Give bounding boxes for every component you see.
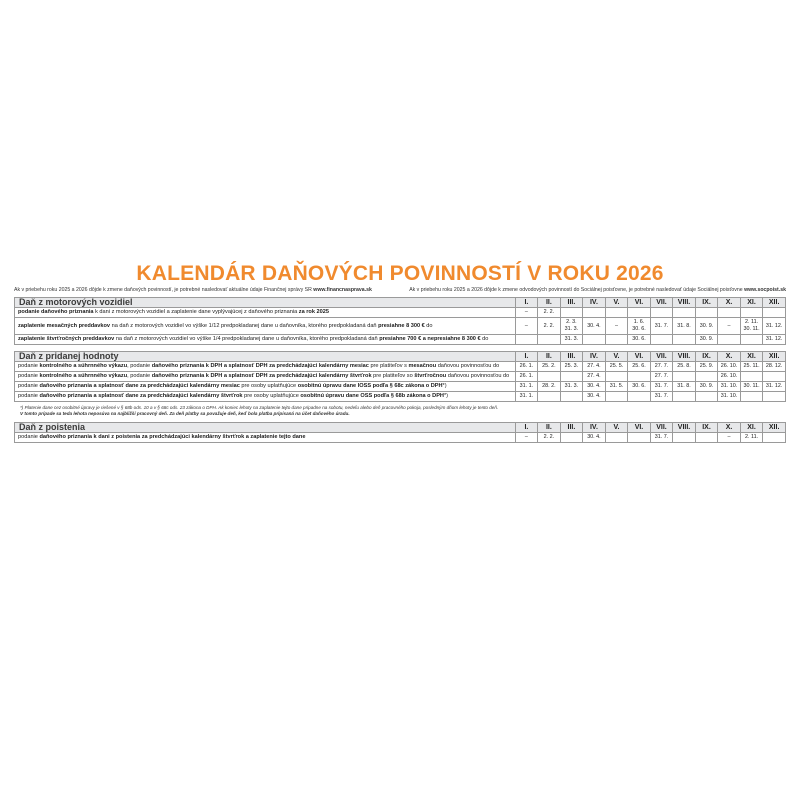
deadline-cell: 27. 4. <box>583 362 606 372</box>
obligation-row <box>15 372 786 382</box>
obligation-row <box>15 392 786 402</box>
description-part: na daň z motorových vozidiel vo výške 1/4 predpokladanej dane u daňovníka, ktorého predpokladaná daň <box>114 336 380 342</box>
description-part: podanie <box>18 383 40 389</box>
month-header: X. <box>718 352 741 362</box>
month-header: XI. <box>740 298 763 308</box>
deadline-cell: – <box>515 433 538 443</box>
deadline-cell <box>538 335 561 345</box>
header-notes <box>14 286 786 294</box>
deadline-cell <box>628 372 651 382</box>
description-part: podanie daňového priznania <box>18 309 94 315</box>
section-table <box>14 422 786 443</box>
month-header: I. <box>515 352 538 362</box>
description-part: osobitnú úpravu dane OSS podľa § 68b zákona o DPH <box>300 393 444 399</box>
month-header: XI. <box>740 423 763 433</box>
description-part: daňového priznania k DPH a splatnosť DPH za predchádzajúci kalendárny štvrťrok <box>151 373 372 379</box>
deadline-cell <box>583 308 606 318</box>
description-part: *) <box>443 393 449 399</box>
deadline-cell <box>718 335 741 345</box>
deadline-cell: 31. 8. <box>673 382 696 392</box>
deadline-cell <box>673 335 696 345</box>
deadline-cell: 31. 1. <box>515 382 538 392</box>
deadline-cell: 30. 4. <box>583 392 606 402</box>
month-header: IV. <box>583 352 606 362</box>
deadline-cell <box>763 392 786 402</box>
month-header: VII. <box>650 352 673 362</box>
month-header: X. <box>718 423 741 433</box>
deadline-cell <box>673 392 696 402</box>
note-left-text: Ak v priebehu roku 2025 a 2026 dôjde k zmene daňových povinností, je potrebné nasledovať aktuálne údaje Finančnej správy SR <box>14 287 312 293</box>
deadline-cell: – <box>515 318 538 335</box>
deadline-cell <box>763 372 786 382</box>
deadline-cell <box>560 372 583 382</box>
deadline-cell <box>695 433 718 443</box>
deadline-cell: 28. 2. <box>538 382 561 392</box>
tax-calendar-document <box>14 262 786 449</box>
deadline-cell <box>628 308 651 318</box>
obligation-description <box>15 433 516 443</box>
month-header: I. <box>515 298 538 308</box>
deadline-cell: 31. 3. <box>560 382 583 392</box>
deadline-cell: 30. 6. <box>628 382 651 392</box>
description-part: kontrolného a súhrnného výkazu <box>39 373 128 379</box>
description-part: daňového priznania k DPH a splatnosť DPH za predchádzajúci kalendárny mesiac <box>151 363 369 369</box>
deadline-cell: 28. 12. <box>763 362 786 372</box>
deadline-cell: 31. 7. <box>650 433 673 443</box>
month-header: IV. <box>583 298 606 308</box>
obligation-description <box>15 392 516 402</box>
deadline-cell: 31. 10. <box>718 382 741 392</box>
month-header: X. <box>718 298 741 308</box>
deadline-cell <box>560 308 583 318</box>
description-part: kontrolného a súhrnného výkazu <box>39 363 128 369</box>
month-header: VIII. <box>673 352 696 362</box>
deadline-cell: 30. 9. <box>695 335 718 345</box>
deadline-cell: 2. 11. 30. 11. <box>740 318 763 335</box>
deadline-cell <box>740 392 763 402</box>
deadline-cell: 26. 10. <box>718 372 741 382</box>
sections-container <box>14 297 786 443</box>
deadline-cell <box>763 433 786 443</box>
note-right-link[interactable]: www.socpoist.sk <box>744 287 786 293</box>
description-part: mesačnou <box>408 363 437 369</box>
description-part: do <box>480 336 489 342</box>
month-header: XI. <box>740 352 763 362</box>
month-header: XII. <box>763 423 786 433</box>
description-part: podanie <box>18 363 40 369</box>
section-title: Daň z poistenia <box>15 423 516 433</box>
month-header: II. <box>538 352 561 362</box>
deadline-cell <box>583 335 606 345</box>
description-part: daňového priznania k dani z poistenia za predchádzajúci kalendárny štvrťrok a zaplatenie tejto dane <box>39 434 306 440</box>
section-header-row <box>15 298 786 308</box>
obligation-description <box>15 335 516 345</box>
deadline-cell <box>538 392 561 402</box>
deadline-cell: 27. 4. <box>583 372 606 382</box>
deadline-cell: 26. 1. <box>515 362 538 372</box>
deadline-cell: 27. 7. <box>650 362 673 372</box>
month-header: XII. <box>763 298 786 308</box>
description-part: pre osoby uplatňujúce <box>242 393 301 399</box>
description-part: daňovou povinnosťou do <box>446 373 510 379</box>
note-right <box>409 286 786 294</box>
deadline-cell: 31. 12. <box>763 318 786 335</box>
description-part: , podanie <box>127 373 152 379</box>
month-header: II. <box>538 298 561 308</box>
obligation-description <box>15 308 516 318</box>
month-header: VII. <box>650 298 673 308</box>
deadline-cell: 31. 7. <box>650 318 673 335</box>
deadline-cell: 30. 4. <box>583 318 606 335</box>
deadline-cell: 31. 12. <box>763 335 786 345</box>
deadline-cell: 2. 2. <box>538 318 561 335</box>
deadline-cell <box>673 433 696 443</box>
obligation-row <box>15 335 786 345</box>
deadline-cell: 27. 7. <box>650 372 673 382</box>
description-part: daňového priznania a splatnosť dane za predchádzajúci kalendárny štvrťrok <box>39 393 243 399</box>
deadline-cell: 25. 6. <box>628 362 651 372</box>
deadline-cell: 31. 3. <box>560 335 583 345</box>
month-header: III. <box>560 298 583 308</box>
deadline-cell <box>650 308 673 318</box>
deadline-cell: 31. 5. <box>605 382 628 392</box>
deadline-cell: 25. 2. <box>538 362 561 372</box>
deadline-cell <box>605 433 628 443</box>
deadline-cell <box>605 335 628 345</box>
description-part: do <box>424 322 433 329</box>
deadline-cell <box>515 335 538 345</box>
description-part: podanie <box>18 393 40 399</box>
footnote <box>20 405 786 417</box>
deadline-cell: 2. 11. <box>740 433 763 443</box>
section-title: Daň z motorových vozidiel <box>15 298 516 308</box>
description-part: pre platiteľov so <box>371 373 415 379</box>
note-left <box>14 286 372 294</box>
deadline-cell: 31. 1. <box>515 392 538 402</box>
deadline-cell: – <box>718 318 741 335</box>
deadline-cell: 30. 4. <box>583 382 606 392</box>
deadline-cell <box>605 372 628 382</box>
description-part: pre osoby uplatňujúce <box>239 383 298 389</box>
deadline-cell: 2. 3. 31. 3. <box>560 318 583 335</box>
section-header-row <box>15 352 786 362</box>
month-header: VIII. <box>673 423 696 433</box>
description-part: k dani z motorových vozidiel a zaplatenie dane vyplývajúcej z daňového priznania <box>93 309 299 315</box>
deadline-cell: 31. 10. <box>718 392 741 402</box>
deadline-cell: 26. 1. <box>515 372 538 382</box>
description-part: podanie <box>18 373 40 379</box>
deadline-cell: – <box>605 318 628 335</box>
description-part: daňovou povinnosťou do <box>436 363 500 369</box>
note-right-text: Ak v priebehu roku 2025 a 2026 dôjde k zmene odvodových povinností do Sociálnej poisťovne, je potrebné nasledovať údaje Sociálnej poisťovne <box>409 287 743 293</box>
deadline-cell: 31. 12. <box>763 382 786 392</box>
obligation-description <box>15 318 516 335</box>
description-part: štvrťročnou <box>414 373 447 379</box>
note-left-link[interactable]: www.financnasprava.sk <box>313 287 372 293</box>
deadline-cell <box>740 335 763 345</box>
deadline-cell: 25. 11. <box>740 362 763 372</box>
deadline-cell: – <box>515 308 538 318</box>
description-part: daňového priznania a splatnosť dane za predchádzajúci kalendárny mesiac <box>39 383 240 389</box>
deadline-cell <box>673 308 696 318</box>
month-header: VI. <box>628 423 651 433</box>
deadline-cell <box>605 392 628 402</box>
deadline-cell <box>740 308 763 318</box>
month-header: V. <box>605 423 628 433</box>
deadline-cell <box>740 372 763 382</box>
section-title: Daň z pridanej hodnoty <box>15 352 516 362</box>
footnote-line: V tomto prípade sa teda lehota neposúva na najbližší pracovný deň. Za deň platby sa považuje deň, keď bola platba pripísaná na účet daňového úradu. <box>20 411 350 416</box>
month-header: V. <box>605 298 628 308</box>
month-header: II. <box>538 423 561 433</box>
obligation-row <box>15 382 786 392</box>
description-part: presiahne 8 300 € <box>378 322 425 329</box>
deadline-cell: 30. 6. <box>628 335 651 345</box>
month-header: VII. <box>650 423 673 433</box>
deadline-cell: – <box>718 433 741 443</box>
section-header-row <box>15 423 786 433</box>
month-header: IX. <box>695 423 718 433</box>
obligation-description <box>15 362 516 372</box>
deadline-cell <box>605 308 628 318</box>
month-header: VI. <box>628 298 651 308</box>
obligation-description <box>15 382 516 392</box>
deadline-cell <box>560 392 583 402</box>
month-header: III. <box>560 423 583 433</box>
description-part: presiahne 700 € a nepresiahne 8 300 € <box>379 336 481 342</box>
section-table <box>14 297 786 345</box>
deadline-cell: 30. 9. <box>695 382 718 392</box>
obligation-row <box>15 318 786 335</box>
month-header: XII. <box>763 352 786 362</box>
description-part: podanie <box>18 434 40 440</box>
obligation-row <box>15 308 786 318</box>
month-header: IX. <box>695 298 718 308</box>
deadline-cell: 1. 6. 30. 6. <box>628 318 651 335</box>
page-title: KALENDÁR DAŇOVÝCH POVINNOSTÍ V ROKU 2026 <box>136 262 664 285</box>
obligation-row <box>15 433 786 443</box>
obligation-description <box>15 372 516 382</box>
deadline-cell <box>763 308 786 318</box>
deadline-cell: 2. 2. <box>538 433 561 443</box>
month-header: I. <box>515 423 538 433</box>
deadline-cell <box>538 372 561 382</box>
month-header: VI. <box>628 352 651 362</box>
deadline-cell <box>695 308 718 318</box>
description-part: zaplatenie mesačných preddavkov <box>18 322 111 329</box>
description-part: *) <box>442 383 447 389</box>
deadline-cell: 26. 10. <box>718 362 741 372</box>
deadline-cell: 30. 9. <box>695 318 718 335</box>
deadline-cell: 25. 9. <box>695 362 718 372</box>
section-table <box>14 351 786 402</box>
month-header: IX. <box>695 352 718 362</box>
month-header: IV. <box>583 423 606 433</box>
deadline-cell <box>560 433 583 443</box>
footnote-line: *) Platenie dane cez osobitné úpravy je riešené v § 68b ods. 10 a v § 68c ods. 23 zákona o DPH. Ak koniec lehoty na zaplatenie tejto dane pripadne na sobotu, nedeľu alebo deň pracovného pokoja, posledným dňom lehoty je tento deň. <box>20 405 499 410</box>
deadline-cell: 30. 4. <box>583 433 606 443</box>
description-part: na daň z motorových vozidiel vo výške 1/12 predpokladanej dane u daňovníka, ktorého predpokladaná daň <box>110 322 379 329</box>
obligation-row <box>15 362 786 372</box>
description-part: za rok 2025 <box>298 309 329 315</box>
description-part: pre platiteľov s <box>368 363 409 369</box>
description-part: zaplatenie štvrťročných preddavkov <box>18 336 115 342</box>
deadline-cell: 25. 8. <box>673 362 696 372</box>
deadline-cell <box>628 433 651 443</box>
deadline-cell <box>695 372 718 382</box>
deadline-cell: 31. 7. <box>650 392 673 402</box>
deadline-cell: 31. 7. <box>650 382 673 392</box>
deadline-cell: 2. 2. <box>538 308 561 318</box>
month-header: VIII. <box>673 298 696 308</box>
month-header: III. <box>560 352 583 362</box>
deadline-cell <box>650 335 673 345</box>
deadline-cell: 31. 8. <box>673 318 696 335</box>
deadline-cell: 25. 5. <box>605 362 628 372</box>
deadline-cell: 30. 11. <box>740 382 763 392</box>
month-header: V. <box>605 352 628 362</box>
deadline-cell <box>673 372 696 382</box>
description-part: osobitnú úpravu dane IOSS podľa § 68c zákona o DPH <box>297 383 443 389</box>
description-part: , podanie <box>127 363 152 369</box>
deadline-cell <box>628 392 651 402</box>
deadline-cell <box>695 392 718 402</box>
deadline-cell <box>718 308 741 318</box>
deadline-cell: 25. 3. <box>560 362 583 372</box>
